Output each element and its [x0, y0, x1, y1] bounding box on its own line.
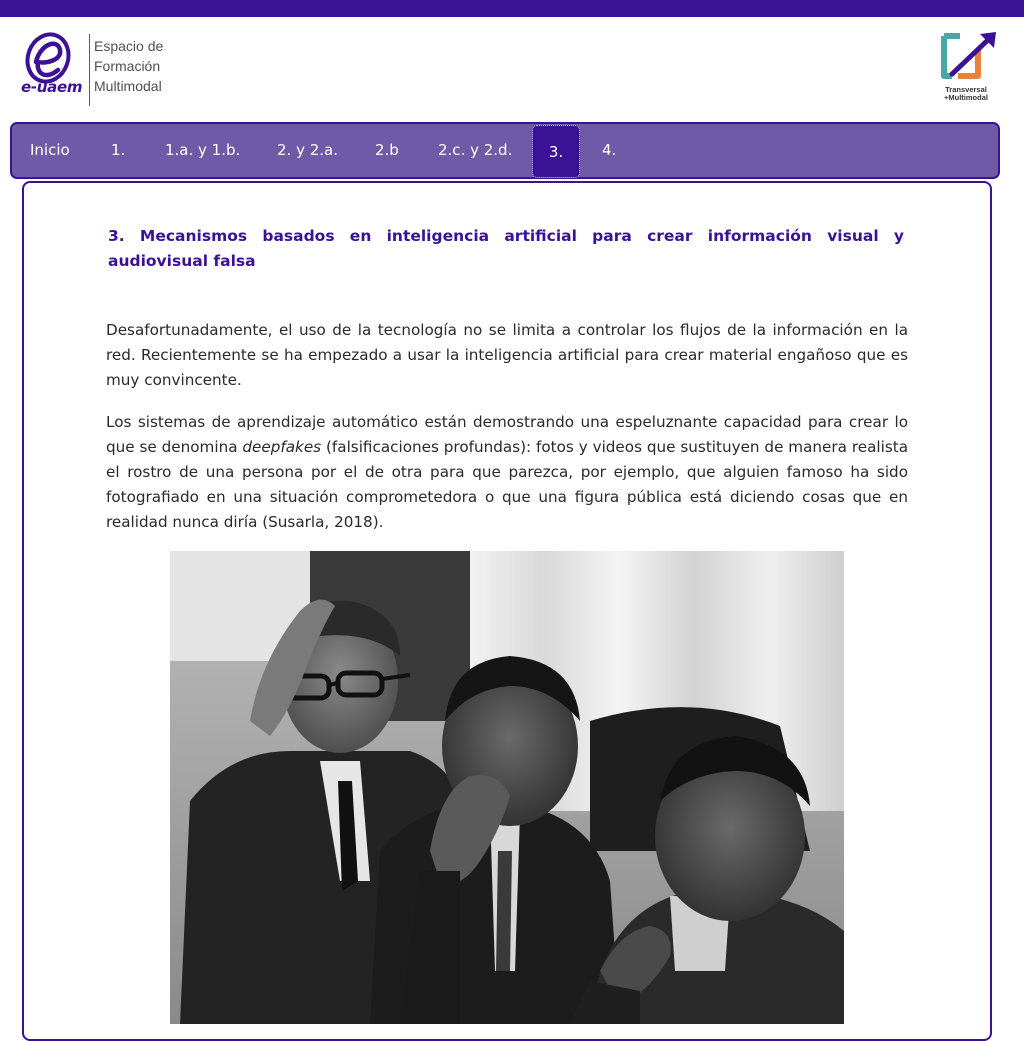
- nav-item-4[interactable]: 4.: [602, 141, 617, 159]
- logo-caption-line: Espacio de: [94, 38, 164, 54]
- section-heading: 3. Mecanismos basados en inteligencia artificial para crear información visual y audiovisual falsa: [108, 227, 904, 270]
- main-nav: [10, 122, 1000, 179]
- deepfakes-term: deepfakes: [242, 438, 322, 456]
- logo-wordmark: e-uaem: [21, 78, 83, 96]
- nav-item-2-2a[interactable]: 2. y 2.a.: [277, 141, 338, 159]
- transversal-arrow-icon: [938, 30, 1002, 86]
- transversal-caption-line: +Multimodal: [944, 93, 988, 102]
- logo-caption: [94, 36, 163, 96]
- logo-divider: [89, 34, 90, 106]
- transversal-caption-line: Transversal: [945, 85, 987, 94]
- nav-item-1a-1b[interactable]: 1.a. y 1.b.: [165, 141, 241, 159]
- paragraph-intro: Desafortunadamente, el uso de la tecnología no se limita a controlar los flujos de la información en la red. Recientemente se ha empezado a usar la inteligencia artificial para crear material engañoso que es muy convincente.: [106, 321, 908, 389]
- transversal-caption: [938, 86, 994, 102]
- nav-item-3-active[interactable]: 3.: [532, 125, 580, 178]
- nav-item-2c-2d[interactable]: 2.c. y 2.d.: [438, 141, 513, 159]
- photo-illustration: [170, 551, 844, 1024]
- nav-item-inicio[interactable]: Inicio: [30, 141, 70, 159]
- logo-caption-line: Formación: [94, 58, 161, 74]
- nav-item-2b[interactable]: 2.b: [375, 141, 399, 159]
- top-bar: [0, 0, 1024, 17]
- nav-item-1[interactable]: 1.: [111, 141, 126, 159]
- paragraph-deepfakes: [106, 410, 908, 535]
- deepfake-example-photo: [170, 551, 844, 1024]
- paragraph-text: (falsificaciones profundas): fotos y videos que sustituyen de manera realista el rostro de una persona por el de otra para que parezca, por ejemplo, que alguien famoso ha sido fotografiado en una situación comprometedora o que una figura pública está diciendo cosas que en realidad nunca diría (Susarla, 2018).: [106, 438, 908, 531]
- paragraph-text: Los sistemas de aprendizaje automático están demostrando una espeluznante capacidad para crear lo que se denomina: [106, 413, 908, 456]
- transversal-logo[interactable]: [938, 30, 1002, 104]
- e-uaem-logo-icon: [22, 30, 88, 110]
- e-uaem-logo[interactable]: [22, 30, 182, 110]
- logo-caption-line: Multimodal: [94, 78, 162, 94]
